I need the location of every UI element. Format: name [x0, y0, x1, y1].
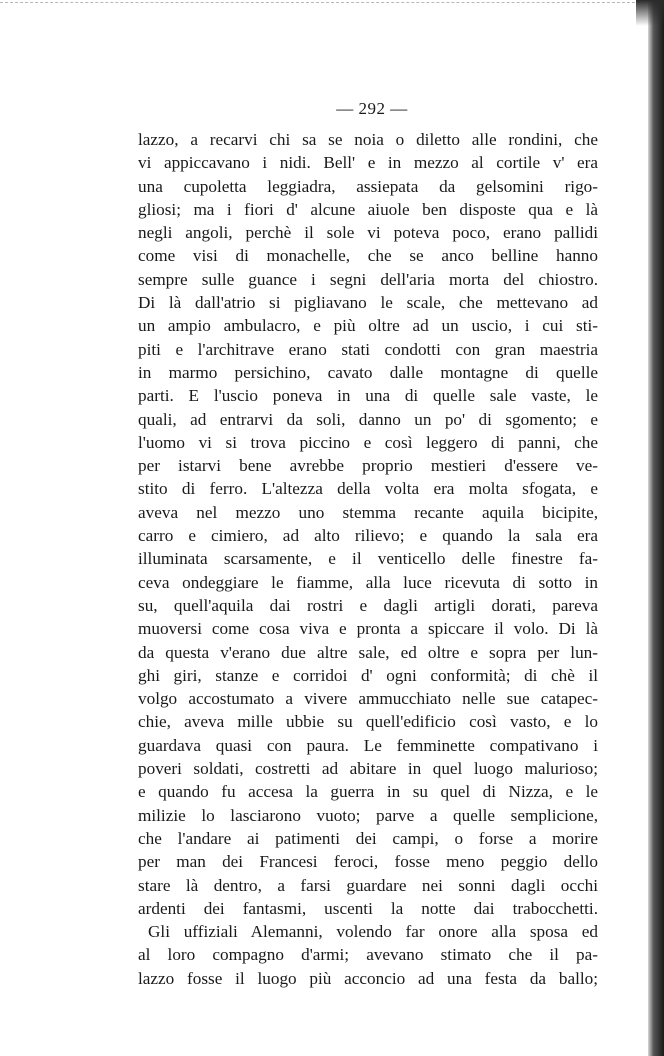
text-line: che l'andare ai patimenti dei campi, o forse a morire	[138, 828, 598, 848]
text-line: volgo accostumato a vivere ammucchiato nelle sue catapec-	[138, 689, 598, 709]
page-corner-shadow	[636, 0, 664, 26]
text-line: sempre sulle guance i segni dell'aria morta del chiostro.	[138, 269, 598, 289]
text-line: stare là dentro, a farsi guardare nei sonni dagli occhi	[138, 875, 598, 895]
page-number: — 292 —	[336, 99, 408, 118]
text-line: lazzo fosse il luogo più acconcio ad una festa da ballo;	[138, 968, 598, 988]
body-text	[138, 128, 598, 990]
text-line: in marmo persichino, cavato dalle montagne di quelle	[138, 362, 598, 382]
text-line: una cupoletta leggiadra, assiepata da gelsomini rigo-	[138, 176, 598, 196]
text-line: negli angoli, perchè il sole vi poteva poco, erano pallidi	[138, 223, 598, 243]
text-line: per istarvi bene avrebbe proprio mestieri d'essere ve-	[138, 456, 598, 476]
text-line: un ampio ambulacro, e più oltre ad un uscio, i cui sti-	[138, 316, 598, 336]
text-line: come visi di monachelle, che se anco belline hanno	[138, 246, 598, 266]
text-line: ardenti dei fantasmi, uscenti la notte dai trabocchetti.	[138, 898, 598, 918]
text-line: l'uomo vi si trova piccino e così leggero di panni, che	[138, 432, 598, 452]
text-line: illuminata scarsamente, e il venticello delle finestre fa-	[138, 549, 598, 569]
text-line: poveri soldati, costretti ad abitare in quel luogo malurioso;	[138, 759, 598, 779]
text-line: per man dei Francesi feroci, fosse meno peggio dello	[138, 852, 598, 872]
text-line: al loro compagno d'armi; avevano stimato che il pa-	[138, 945, 598, 965]
text-line: piti e l'architrave erano stati condotti con gran maestria	[138, 339, 598, 359]
text-line: su, quell'aquila dai rostri e dagli artigli dorati, pareva	[138, 595, 598, 615]
text-line: e quando fu accesa la guerra in su quel di Nizza, e le	[138, 782, 598, 802]
text-line: lazzo, a recarvi chi sa se noia o diletto alle rondini, che	[138, 130, 598, 149]
text-line: milizie lo lasciarono vuoto; parve a quelle semplicione,	[138, 805, 598, 825]
text-line: Di là dall'atrio si pigliavano le scale, che mettevano ad	[138, 293, 598, 313]
text-line: vi appiccavano i nidi. Bell' e in mezzo al cortile v' era	[138, 153, 598, 173]
text-line: gliosi; ma i fiori d' alcune aiuole ben disposte qua e là	[138, 199, 598, 219]
paragraph-first-line: Gli uffiziali Alemanni, volendo far onore alla sposa ed	[148, 922, 598, 942]
text-line: ceva ondeggiare le fiamme, alla luce ricevuta di sotto in	[138, 572, 598, 592]
text-line: quali, ad entrarvi da soli, danno un po' di sgomento; e	[138, 409, 598, 429]
text-line: aveva nel mezzo uno stemma recante aquila bicipite,	[138, 502, 598, 522]
text-line: ghi giri, stanze e corridoi d' ogni conformità; di chè il	[138, 665, 598, 685]
text-line: parti. E l'uscio poneva in una di quelle sale vaste, le	[138, 386, 598, 406]
text-line: carro e cimiero, ad alto rilievo; e quando la sala era	[138, 526, 598, 546]
text-line: muoversi come cosa viva e pronta a spiccare il volo. Di là	[138, 619, 598, 639]
text-line: chie, aveva mille ubbie su quell'edificio così vasto, e lo	[138, 712, 598, 732]
text-line: guardava quasi con paura. Le femminette compativano i	[138, 735, 598, 755]
text-line: stito di ferro. L'altezza della volta era molta sfogata, e	[138, 479, 598, 499]
page-binding-shadow	[648, 0, 664, 1056]
page-top-edge	[0, 2, 640, 3]
text-line: da questa v'erano due altre sale, ed oltre e sopra per lun-	[138, 642, 598, 662]
